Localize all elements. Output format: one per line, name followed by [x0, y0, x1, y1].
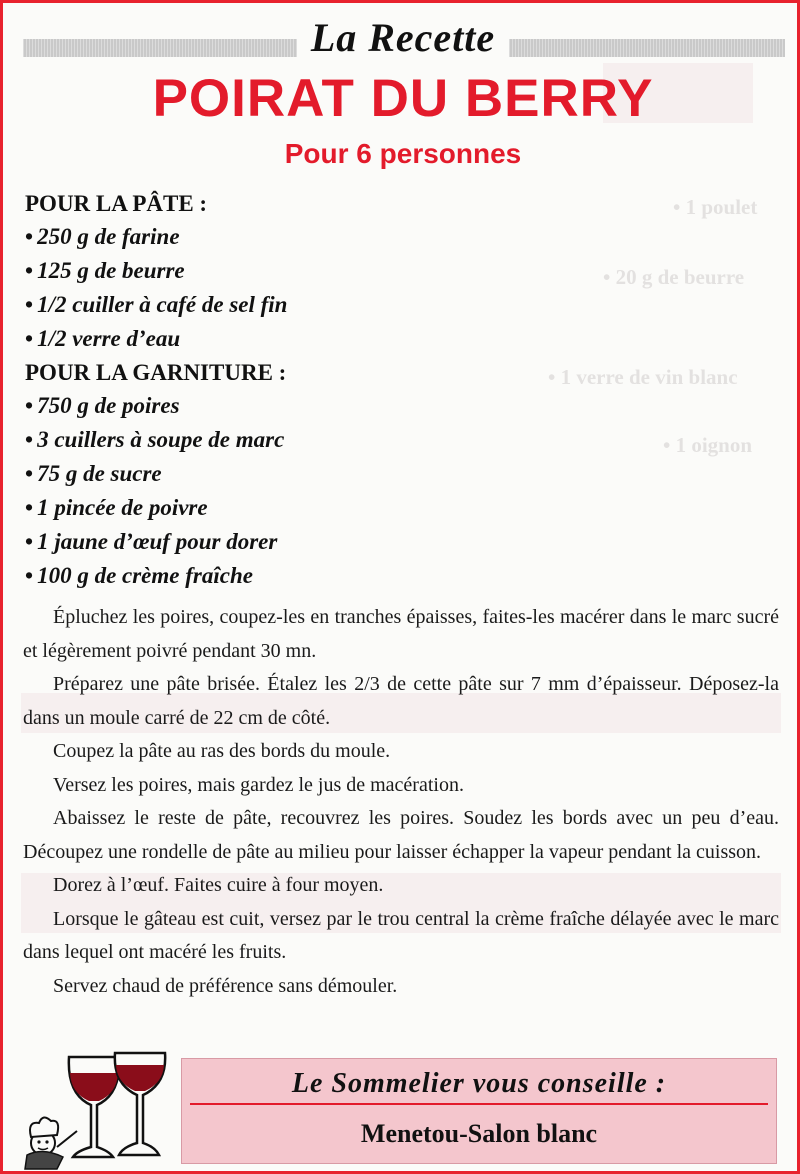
instruction-paragraph: Épluchez les poires, coupez-les en tranches épaisses, faites-les macérer dans le marc sucré et légèrement poivré pendant 30 mn.: [23, 606, 779, 662]
sommelier-box: [181, 1058, 777, 1164]
chef-figure-icon: [25, 1117, 77, 1169]
instruction-paragraph: Abaissez le reste de pâte, recouvrez les poires. Soudez les bords avec un peu d’eau. Découpez une rondelle de pâte au milieu pour laisser échapper la vapeur pendant la cuisson.: [23, 807, 779, 863]
instruction-paragraph: Coupez la pâte au ras des bords du moule.: [53, 740, 391, 762]
instruction-paragraph: Versez les poires, mais gardez le jus de macération.: [53, 773, 464, 796]
servings-line: Pour 6 personnes: [284, 138, 522, 169]
ingredient-item: • 125 g de beurre: [25, 258, 185, 283]
instructions: [23, 601, 779, 1003]
ingredient-item: • 250 g de farine: [25, 224, 180, 249]
ingredient-item: • 75 g de sucre: [25, 461, 162, 486]
sommelier-title: Le Sommelier vous conseille :: [291, 1068, 667, 1099]
ingredient-item: • 1/2 verre d’eau: [25, 326, 181, 351]
instruction-paragraph: Lorsque le gâteau est cuit, versez par le trou central la crème fraîche délayée avec le marc dans lequel ont macéré les fruits.: [23, 907, 779, 963]
ingredient-item: • 1/2 cuiller à café de sel fin: [25, 292, 288, 317]
instruction-paragraph: Dorez à l’œuf. Faites cuire à four moyen.: [53, 874, 384, 896]
ingredient-item: • 3 cuillers à soupe de marc: [25, 427, 285, 452]
instruction-paragraph: Préparez une pâte brisée. Étalez les 2/3 de cette pâte sur 7 mm d’épaisseur. Déposez-la dans un moule carré de 22 cm de côté.: [23, 673, 779, 729]
recipe-title: POIRAT DU BERRY: [152, 69, 654, 128]
bleed-through-text: • 20 g de beurre: [603, 265, 745, 289]
ingredient-item: • 750 g de poires: [25, 393, 180, 418]
instruction-paragraph: Servez chaud de préférence sans démouler.: [53, 974, 398, 997]
wine-recommendation: Menetou-Salon blanc: [360, 1119, 598, 1148]
ingredient-item: • 1 pincée de poivre: [25, 495, 208, 520]
bleed-through-text: • 1 poulet: [673, 195, 758, 219]
pate-heading: POUR LA PÂTE :: [25, 191, 208, 216]
bleed-through-text: • 1 verre de vin blanc: [548, 365, 738, 389]
bleed-through-text: • 1 oignon: [663, 433, 753, 457]
wine-glasses-icon: [17, 1051, 187, 1171]
ingredient-item: • 100 g de crème fraîche: [25, 563, 253, 588]
ingredient-item: • 1 jaune d’œuf pour dorer: [25, 529, 278, 554]
garniture-heading: POUR LA GARNITURE :: [25, 360, 287, 385]
sommelier-divider: [190, 1103, 768, 1105]
ingredients-list: [25, 187, 585, 593]
recipe-kicker: La Recette: [3, 15, 800, 61]
